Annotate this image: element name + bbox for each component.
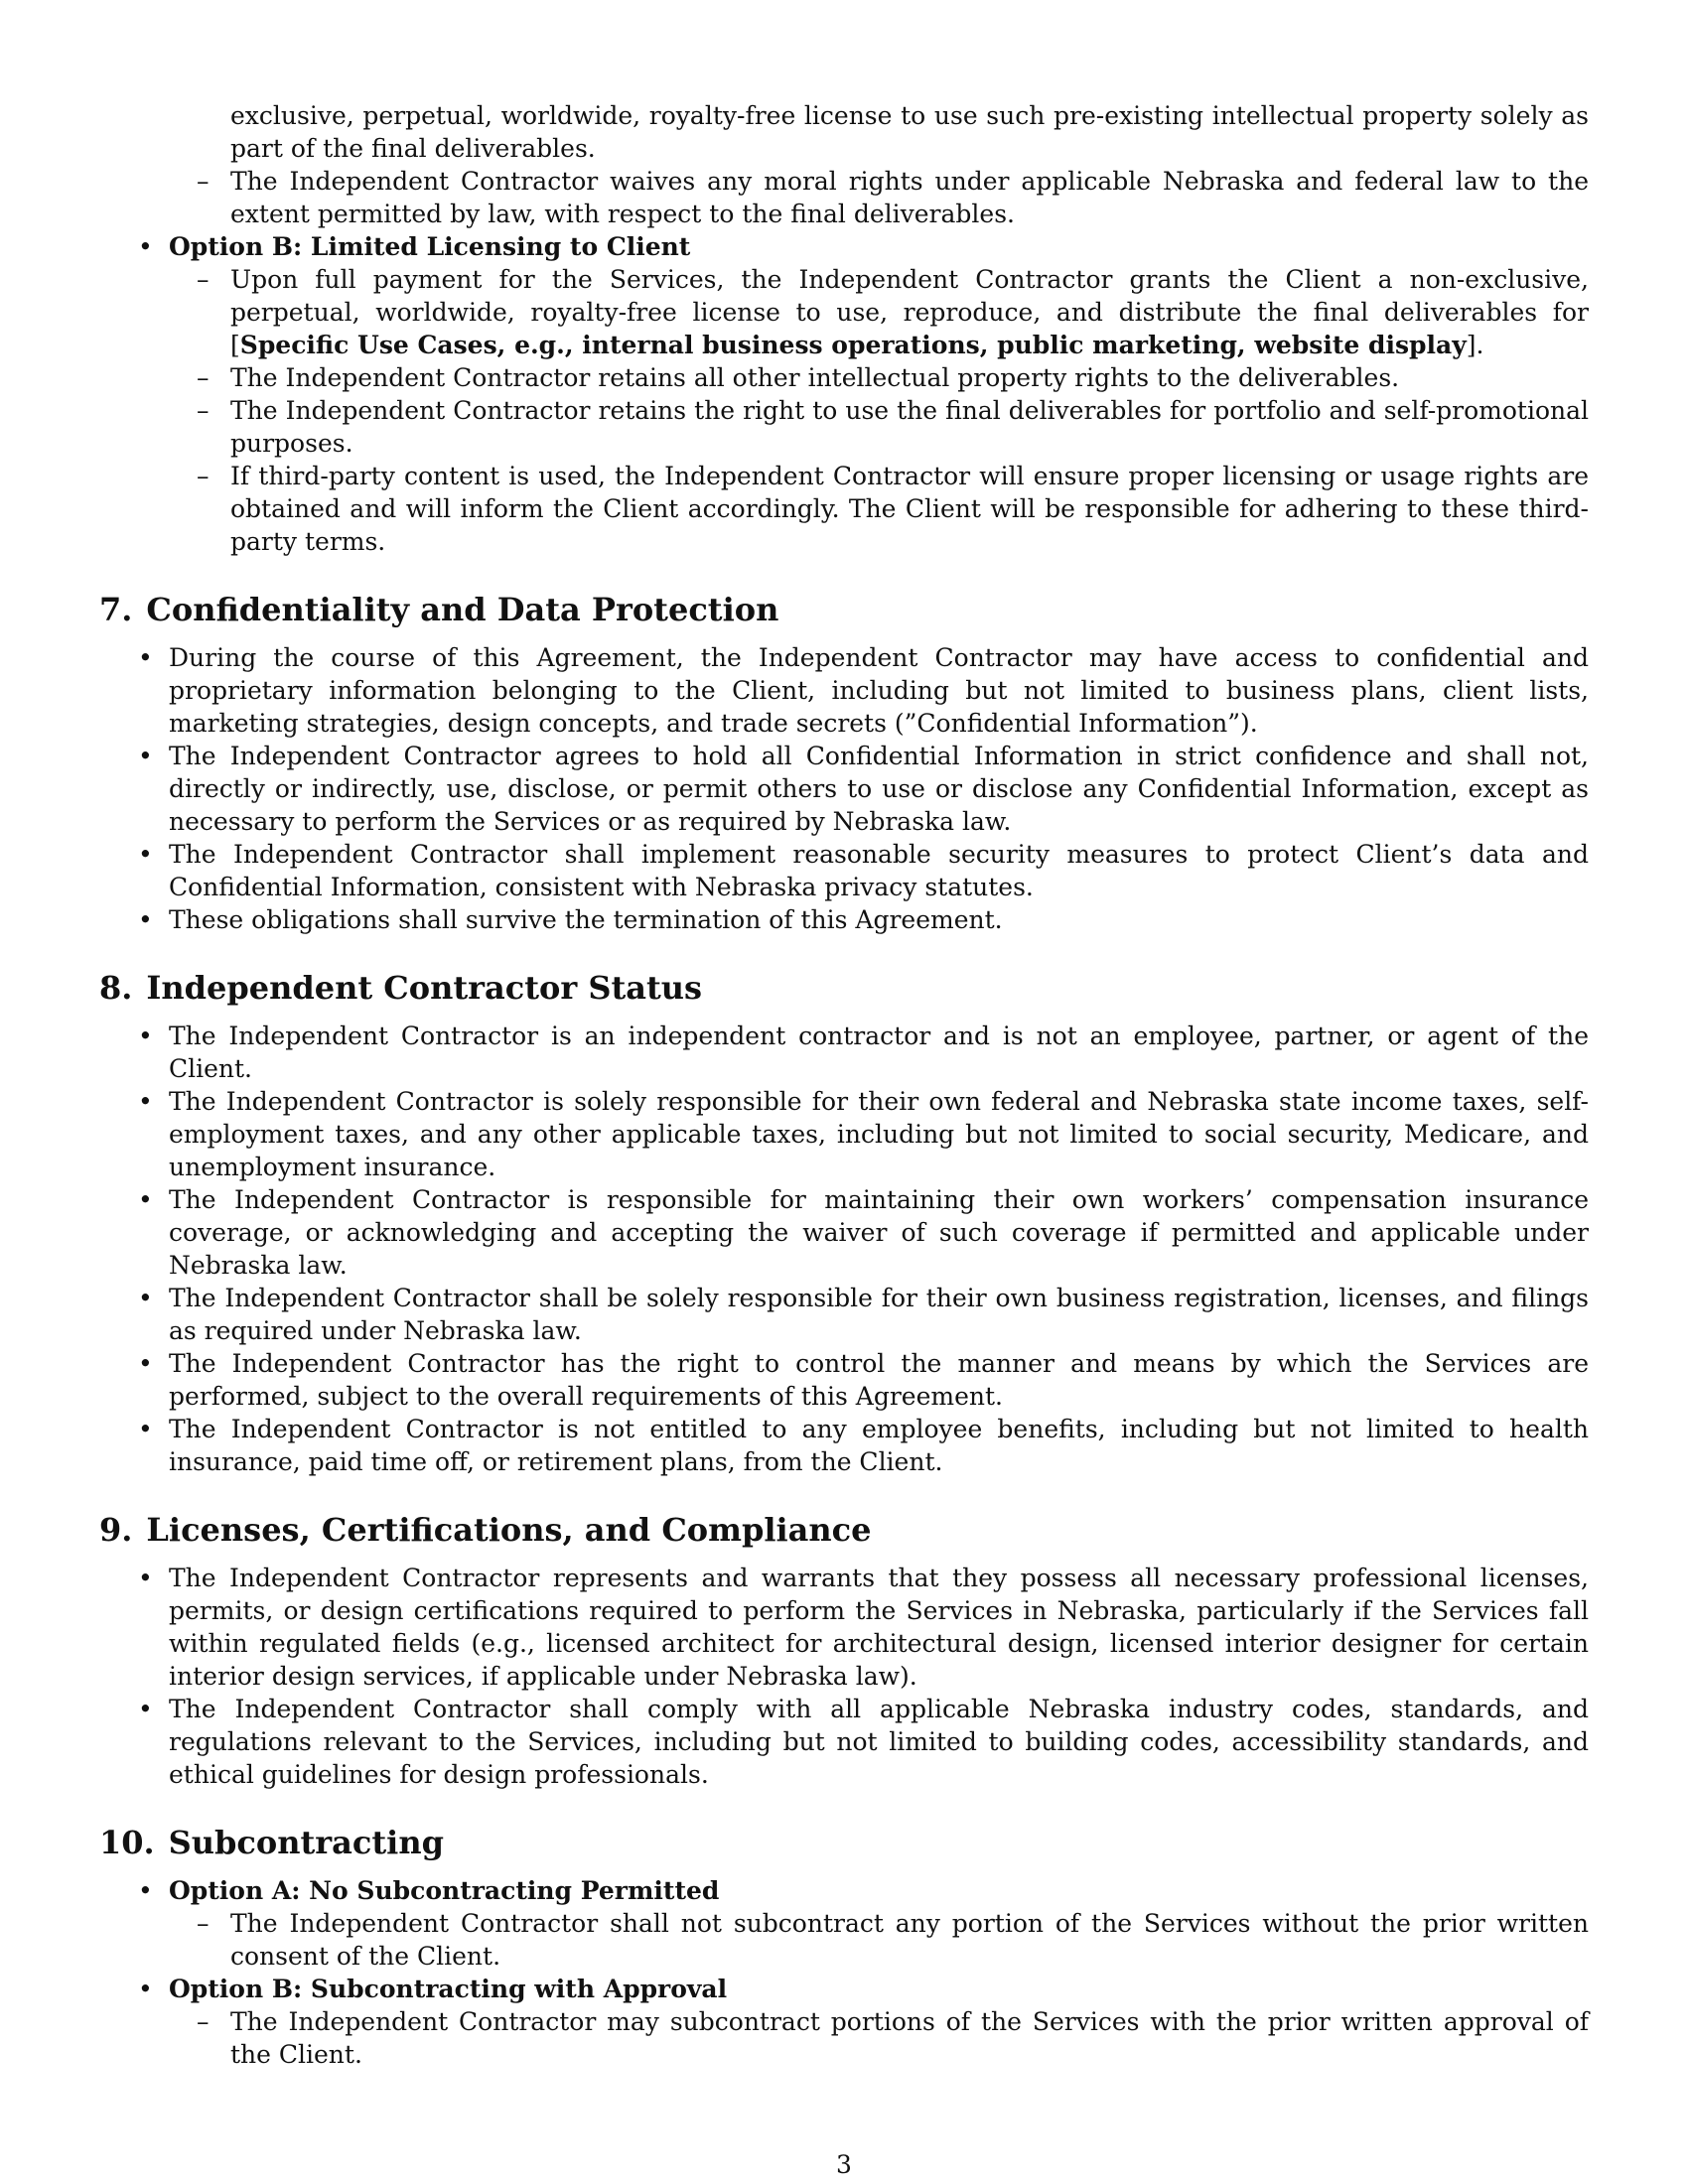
option-b-subcontracting [99, 1973, 1589, 2005]
bullet-item: • These obligations shall survive the termination of this Agreement. [99, 903, 1589, 936]
option-a-subcontracting [99, 1874, 1589, 1907]
section-8-list [99, 1020, 1589, 1478]
section-number: 10. [99, 1824, 155, 1861]
bullet-item: • The Independent Contractor is an independent contractor and is not an employee, partner, or agent of the Client. [99, 1020, 1589, 1085]
dash-item: – The Independent Contractor retains the right to use the final deliverables for portfolio and self-promotional purposes. [99, 394, 1589, 460]
bullet-item: • The Independent Contractor is not entitled to any employee benefits, including but not limited to health insurance, paid time off, or retirement plans, from the Client. [99, 1413, 1589, 1478]
dash-item: – The Independent Contractor shall not subcontract any portion of the Services without the prior written consent of the Client. [99, 1907, 1589, 1973]
section-9-list [99, 1562, 1589, 1791]
section-heading-9 [99, 1510, 1589, 1550]
option-title: Option B: Limited Licensing to Client [169, 232, 691, 261]
bullet-item: • The Independent Contractor represents and warrants that they possess all necessary professional licenses, permits, or design certifications required to perform the Services in Nebraska, particularly if the Services fall within regulated fields (e.g., licensed architect for architectural design, licensed interior designer for certain interior design services, if applicable under Nebraska law). [99, 1562, 1589, 1693]
option-title: Option A: No Subcontracting Permitted [169, 1876, 720, 1905]
continued-paragraph: exclusive, perpetual, worldwide, royalty-free license to use such pre-existing intellectual property solely as part of the final deliverables. [230, 101, 1589, 163]
bullet-item: • The Independent Contractor is responsible for maintaining their own workers’ compensation insurance coverage, or acknowledging and accepting the waiver of such coverage if permitted and applicable under Nebraska law. [99, 1183, 1589, 1282]
section-number: 9. [99, 1511, 133, 1549]
dash-item: – If third-party content is used, the Independent Contractor will ensure proper licensing or usage rights are obtained and will inform the Client accordingly. The Client will be responsible for adhering to these third-party terms. [99, 460, 1589, 558]
continued-dash-list [99, 165, 1589, 230]
document-page [99, 99, 1589, 2071]
dash-item: – The Independent Contractor retains all other intellectual property rights to the deliverables. [99, 361, 1589, 394]
section-number: 7. [99, 591, 133, 628]
option-b-licensing-list [99, 230, 1589, 558]
section-heading-8 [99, 968, 1589, 1008]
item-text: Upon full payment for the Services, the Independent Contractor grants the Client a non-exclusive, perpetual, worldwide, royalty-free license to use, reproduce, and distribute the final deliverables for [ [230, 265, 1589, 359]
dash-item: – The Independent Contractor waives any moral rights under applicable Nebraska and federal law to the extent permitted by law, with respect to the final deliverables. [99, 165, 1589, 230]
section-title: Confidentiality and Data Protection [146, 591, 779, 628]
section-title: Licenses, Certifications, and Compliance [146, 1511, 872, 1549]
option-b-licensing [99, 230, 1589, 263]
item-bold-text: Specific Use Cases, e.g., internal business operations, public marketing, website display [239, 331, 1467, 359]
section-heading-7 [99, 590, 1589, 629]
item-text-end: ]. [1466, 331, 1484, 359]
bullet-item: • The Independent Contractor shall implement reasonable security measures to protect Client’s data and Confidential Information, consistent with Nebraska privacy statutes. [99, 838, 1589, 903]
section-10-list [99, 1874, 1589, 2071]
bullet-item: • The Independent Contractor agrees to hold all Confidential Information in strict confidence and shall not, directly or indirectly, use, disclose, or permit others to use or disclose any Confidential Information, except as necessary to perform the Services or as required by Nebraska law. [99, 740, 1589, 838]
option-title: Option B: Subcontracting with Approval [169, 1975, 728, 2003]
bullet-item: • The Independent Contractor has the right to control the manner and means by which the Services are performed, subject to the overall requirements of this Agreement. [99, 1347, 1589, 1413]
section-title: Independent Contractor Status [146, 969, 703, 1007]
dash-item: – The Independent Contractor may subcontract portions of the Services with the prior written approval of the Client. [99, 2005, 1589, 2071]
dash-item [99, 263, 1589, 361]
section-heading-10 [99, 1823, 1589, 1862]
bullet-item: • The Independent Contractor shall be solely responsible for their own business registration, licenses, and filings as required under Nebraska law. [99, 1282, 1589, 1347]
section-number: 8. [99, 969, 133, 1007]
bullet-item: • The Independent Contractor shall comply with all applicable Nebraska industry codes, standards, and regulations relevant to the Services, including but not limited to building codes, accessibility standards, and ethical guidelines for design professionals. [99, 1693, 1589, 1791]
bullet-item: • The Independent Contractor is solely responsible for their own federal and Nebraska state income taxes, self-employment taxes, and any other applicable taxes, including but not limited to social security, Medicare, and unemployment insurance. [99, 1085, 1589, 1183]
bullet-item: • During the course of this Agreement, the Independent Contractor may have access to confidential and proprietary information belonging to the Client, including but not limited to business plans, client lists, marketing strategies, design concepts, and trade secrets (”Confidential Information”). [99, 641, 1589, 740]
page-number: 3 [836, 2150, 852, 2179]
section-7-list [99, 641, 1589, 936]
section-title: Subcontracting [168, 1824, 444, 1861]
